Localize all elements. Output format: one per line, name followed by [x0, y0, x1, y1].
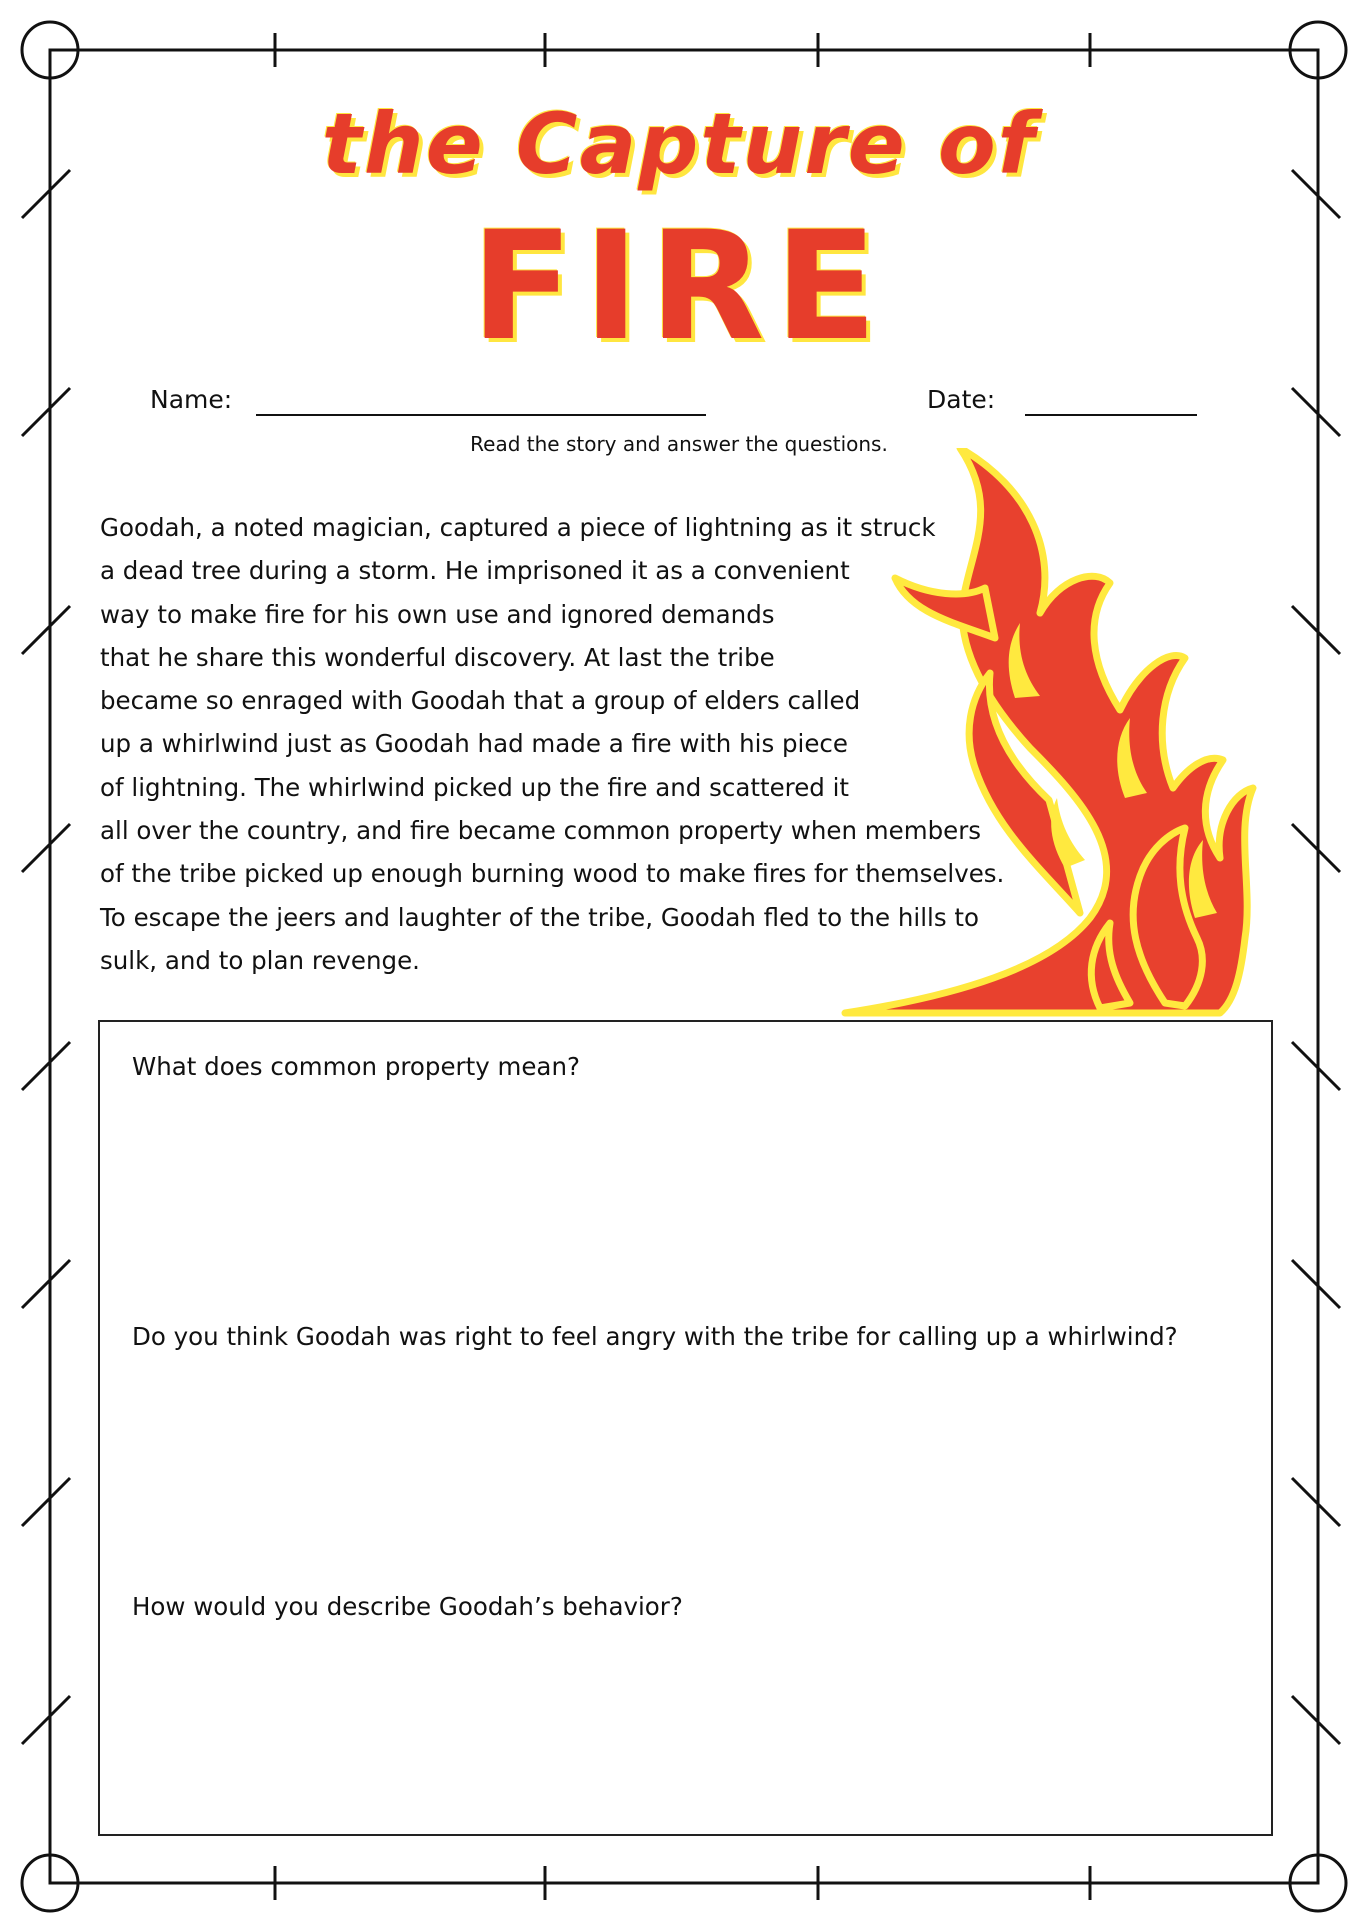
title-line-1: the Capture of: [321, 95, 1037, 193]
story-line: sulk, and to plan revenge.: [100, 945, 420, 975]
story-line: became so enraged with Goodah that a group of elders called: [100, 686, 861, 716]
title-line-2: FIRE: [470, 200, 888, 374]
name-field[interactable]: [256, 414, 706, 416]
story-line: all over the country, and fire became common property when members: [100, 816, 982, 846]
story-line: of the tribe picked up enough burning wood to make fires for themselves.: [100, 859, 1005, 889]
story-text: [100, 506, 1004, 982]
name-label: Name:: [150, 385, 233, 414]
story-line: of lightning. The whirlwind picked up the fire and scattered it: [100, 772, 850, 802]
story-line: way to make fire for his own use and ignored demands: [100, 599, 775, 629]
story-line: that he share this wonderful discovery. At last the tribe: [100, 642, 775, 672]
instructions: Read the story and answer the questions.: [470, 432, 888, 456]
question-2: Do you think Goodah was right to feel angry with the tribe for calling up a whirlwind?: [132, 1322, 1178, 1351]
story-line: up a whirlwind just as Goodah had made a fire with his piece: [100, 729, 848, 759]
story-line: To escape the jeers and laughter of the tribe, Goodah fled to the hills to: [100, 902, 979, 932]
question-3: How would you describe Goodah’s behavior?: [132, 1592, 683, 1621]
story-line: Goodah, a noted magician, captured a piece of lightning as it struck: [100, 513, 936, 542]
question-1: What does common property mean?: [132, 1052, 580, 1081]
date-field[interactable]: [1025, 414, 1197, 416]
story-line: a dead tree during a storm. He imprisoned it as a convenient: [100, 556, 850, 586]
date-label: Date:: [927, 385, 996, 414]
questions-box: [98, 1020, 1273, 1836]
